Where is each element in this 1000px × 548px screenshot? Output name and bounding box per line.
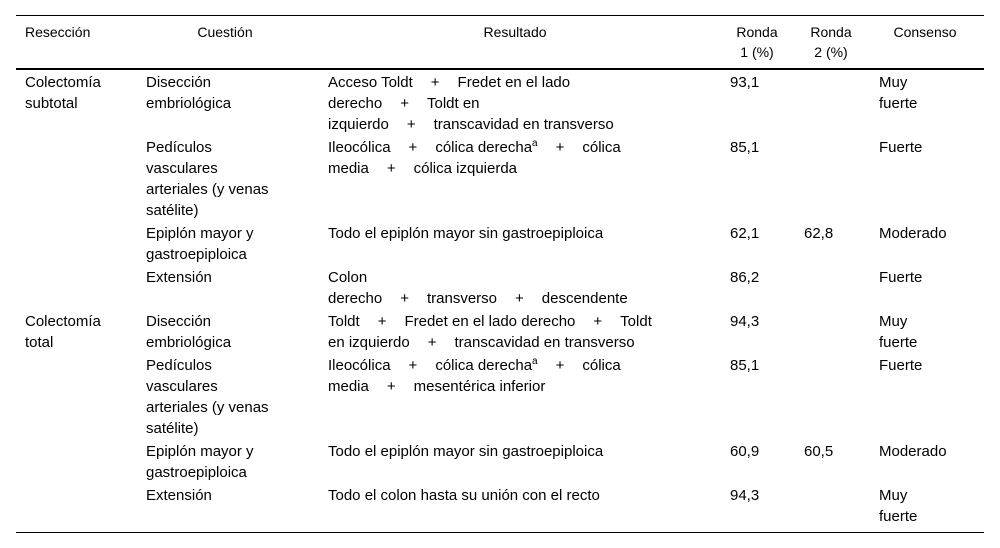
ronda-1-value: 85,1 bbox=[730, 357, 760, 374]
cuestion-line: Disección bbox=[146, 74, 212, 91]
ronda-1-value: 85,1 bbox=[730, 139, 760, 156]
cuestion-cell bbox=[146, 223, 316, 265]
cuestion-cell bbox=[146, 485, 316, 506]
resultado-cell bbox=[328, 72, 718, 135]
header-cuestion: Cuestión bbox=[197, 24, 253, 40]
ronda-2-value: 60,5 bbox=[804, 443, 834, 460]
plus-sign: + bbox=[408, 139, 418, 156]
header-ronda-1 bbox=[722, 22, 792, 62]
plus-sign: + bbox=[408, 357, 418, 374]
cuestion-cell bbox=[146, 267, 316, 288]
resultado-cell bbox=[328, 137, 718, 179]
plus-sign: + bbox=[400, 290, 409, 307]
resultado-text: cólica bbox=[582, 357, 621, 374]
header-ronda-2 bbox=[796, 22, 866, 62]
resultado-line bbox=[328, 355, 718, 376]
resultado-cell bbox=[328, 441, 718, 462]
header-reseccion: Resección bbox=[25, 24, 91, 40]
resultado-text: cólica derecha bbox=[435, 139, 533, 156]
reseccion-cell bbox=[25, 72, 135, 114]
cuestion-line: satélite) bbox=[146, 420, 199, 437]
reseccion-cell bbox=[25, 311, 135, 353]
resultado-text: derecho bbox=[328, 95, 383, 112]
resultado-line bbox=[328, 485, 718, 506]
cuestion-cell bbox=[146, 441, 316, 483]
resultado-text: media bbox=[328, 378, 369, 395]
cuestion-line: Pedículos bbox=[146, 357, 212, 374]
resultado-cell bbox=[328, 223, 718, 244]
ronda-2-value: 62,8 bbox=[804, 225, 834, 242]
resultado-text: en izquierdo bbox=[328, 334, 410, 351]
header-ronda-2-line1: Ronda bbox=[810, 24, 852, 40]
footnote-marker: a bbox=[532, 138, 538, 149]
resultado-text: Toldt en bbox=[426, 95, 480, 112]
ronda-1-value: 94,3 bbox=[730, 313, 760, 330]
consenso-line: fuerte bbox=[879, 508, 918, 525]
consenso-cell bbox=[879, 267, 979, 288]
consenso-line: Muy bbox=[879, 487, 908, 504]
cuestion-line: Disección bbox=[146, 313, 212, 330]
resultado-text: Toldt bbox=[328, 313, 360, 330]
plus-sign: + bbox=[377, 313, 387, 330]
header-consenso: Consenso bbox=[893, 24, 957, 40]
cuestion-line: Epiplón mayor y bbox=[146, 225, 254, 242]
resultado-text: izquierdo bbox=[328, 116, 389, 133]
consenso-cell bbox=[879, 311, 979, 353]
consenso-line: fuerte bbox=[879, 334, 918, 351]
resultado-text: transcavidad en transverso bbox=[433, 116, 614, 133]
cuestion-cell bbox=[146, 72, 316, 114]
resultado-text: cólica derecha bbox=[435, 357, 533, 374]
consenso-cell bbox=[879, 355, 979, 376]
ronda-1-value: 60,9 bbox=[730, 443, 760, 460]
resultado-text: Fredet en el lado derecho bbox=[404, 313, 576, 330]
table-header-rule bbox=[16, 68, 984, 70]
resultado-text: Todo el epiplón mayor sin gastroepiploica bbox=[328, 225, 604, 242]
header-ronda-2-line2: 2 (%) bbox=[814, 44, 848, 60]
resultado-line bbox=[328, 376, 718, 397]
resultado-line bbox=[328, 288, 718, 309]
cuestion-line: arteriales (y venas bbox=[146, 181, 269, 198]
ronda-1-value: 86,2 bbox=[730, 269, 760, 286]
consenso-line: Muy bbox=[879, 313, 908, 330]
ronda-1-value: 94,3 bbox=[730, 487, 760, 504]
ronda-1-value: 62,1 bbox=[730, 225, 760, 242]
plus-sign: + bbox=[386, 378, 396, 395]
header-ronda-1-line1: Ronda bbox=[736, 24, 778, 40]
resultado-text: transverso bbox=[426, 290, 498, 307]
resultado-line bbox=[328, 223, 718, 244]
resultado-line bbox=[328, 311, 718, 332]
resultado-text: Colon bbox=[328, 269, 368, 286]
plus-sign: + bbox=[427, 334, 437, 351]
cuestion-cell bbox=[146, 311, 316, 353]
resultado-text: Todo el colon hasta su unión con el recto bbox=[328, 487, 600, 504]
resultado-text: Ileocólica bbox=[328, 357, 391, 374]
cuestion-line: vasculares bbox=[146, 160, 218, 177]
cuestion-line: embriológica bbox=[146, 334, 232, 351]
cuestion-line: Extensión bbox=[146, 487, 212, 504]
consenso-line: Fuerte bbox=[879, 357, 923, 374]
cuestion-line: Epiplón mayor y bbox=[146, 443, 254, 460]
plus-sign: + bbox=[406, 116, 416, 133]
cuestion-cell bbox=[146, 355, 316, 439]
ronda-1-value: 93,1 bbox=[730, 74, 760, 91]
resultado-line bbox=[328, 332, 718, 353]
resultado-cell bbox=[328, 485, 718, 506]
consenso-line: fuerte bbox=[879, 95, 918, 112]
plus-sign: + bbox=[515, 290, 524, 307]
plus-sign: + bbox=[386, 160, 396, 177]
consenso-cell bbox=[879, 441, 979, 462]
consenso-line: Moderado bbox=[879, 225, 947, 242]
resultado-text: mesentérica inferior bbox=[413, 378, 546, 395]
resultado-line bbox=[328, 441, 718, 462]
plus-sign: + bbox=[593, 313, 603, 330]
resultado-text: cólica izquierda bbox=[413, 160, 518, 177]
consenso-line: Fuerte bbox=[879, 139, 923, 156]
resultado-line bbox=[328, 114, 718, 135]
plus-sign: + bbox=[555, 139, 565, 156]
cuestion-line: Extensión bbox=[146, 269, 212, 286]
resultado-text: transcavidad en transverso bbox=[454, 334, 635, 351]
resultado-line bbox=[328, 267, 718, 288]
cuestion-line: embriológica bbox=[146, 95, 232, 112]
consenso-cell bbox=[879, 485, 979, 527]
resultado-line bbox=[328, 72, 718, 93]
reseccion-line: Colectomía bbox=[25, 74, 101, 91]
reseccion-line: subtotal bbox=[25, 95, 78, 112]
reseccion-line: Colectomía bbox=[25, 313, 101, 330]
cuestion-line: satélite) bbox=[146, 202, 199, 219]
consenso-cell bbox=[879, 223, 979, 244]
cuestion-line: vasculares bbox=[146, 378, 218, 395]
resultado-cell bbox=[328, 311, 718, 353]
resultado-text: Toldt bbox=[620, 313, 652, 330]
table-bottom-rule bbox=[16, 532, 984, 533]
cuestion-line: Pedículos bbox=[146, 139, 212, 156]
resultado-line bbox=[328, 158, 718, 179]
cuestion-line: arteriales (y venas bbox=[146, 399, 269, 416]
cuestion-line: gastroepiploica bbox=[146, 464, 247, 481]
cuestion-line: gastroepiploica bbox=[146, 246, 247, 263]
reseccion-line: total bbox=[25, 334, 54, 351]
consenso-cell bbox=[879, 72, 979, 114]
resultado-cell bbox=[328, 355, 718, 397]
consenso-line: Muy bbox=[879, 74, 908, 91]
footnote-marker: a bbox=[532, 356, 538, 367]
consenso-line: Fuerte bbox=[879, 269, 923, 286]
resultado-text: derecho bbox=[328, 290, 383, 307]
cuestion-cell bbox=[146, 137, 316, 221]
consenso-line: Moderado bbox=[879, 443, 947, 460]
header-resultado: Resultado bbox=[483, 24, 547, 40]
resultado-text: descendente bbox=[541, 290, 628, 307]
table-top-rule bbox=[16, 15, 984, 16]
consenso-cell bbox=[879, 137, 979, 158]
resultado-text: Fredet en el lado bbox=[457, 74, 571, 91]
resultado-text: Todo el epiplón mayor sin gastroepiploica bbox=[328, 443, 604, 460]
plus-sign: + bbox=[555, 357, 565, 374]
resultado-text: Ileocólica bbox=[328, 139, 391, 156]
plus-sign: + bbox=[400, 95, 409, 112]
header-ronda-1-line2: 1 (%) bbox=[740, 44, 774, 60]
resultado-line bbox=[328, 93, 718, 114]
resultado-text: cólica bbox=[582, 139, 621, 156]
plus-sign: + bbox=[430, 74, 440, 91]
resultado-text: media bbox=[328, 160, 369, 177]
resultado-text: Acceso Toldt bbox=[328, 74, 413, 91]
resultado-line bbox=[328, 137, 718, 158]
resultado-cell bbox=[328, 267, 718, 309]
